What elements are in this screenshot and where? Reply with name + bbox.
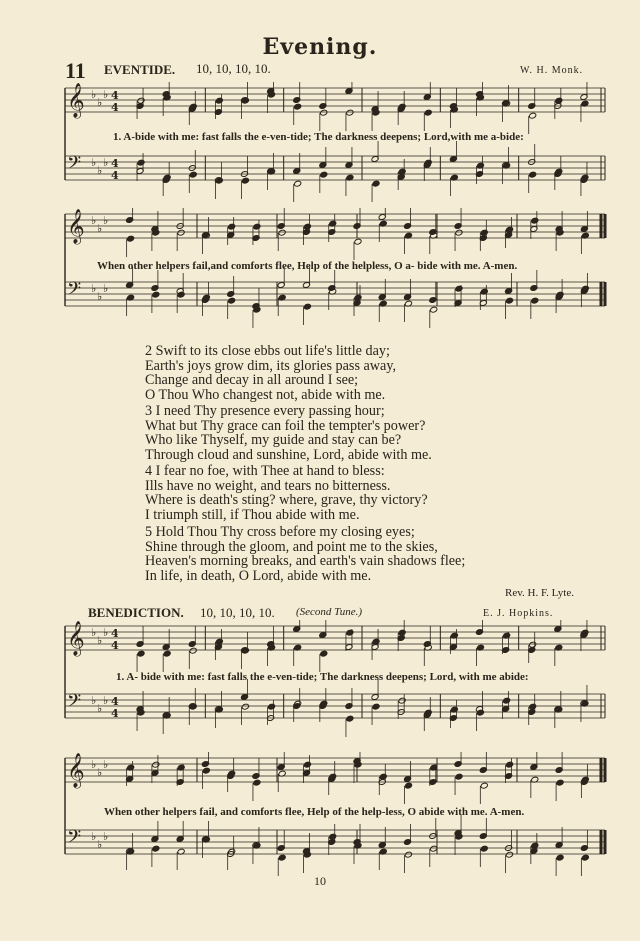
time-signature: 4 xyxy=(111,639,119,652)
note-head xyxy=(531,297,539,304)
time-signature: 4 xyxy=(111,101,119,114)
time-signature: 4 xyxy=(111,89,119,102)
bass-clef: 𝄢 xyxy=(67,691,82,716)
note-head xyxy=(503,697,511,704)
stanza-line: Shine through the gloom, and point me to the skies, xyxy=(145,538,438,555)
note-head xyxy=(346,109,354,116)
flat-sign: ♭ xyxy=(103,694,109,707)
stanza-line: 5 Hold Thou Thy cross before my closing eyes; xyxy=(145,524,415,540)
note-head xyxy=(372,180,380,187)
flat-sign: ♭ xyxy=(97,702,103,715)
flat-sign: ♭ xyxy=(103,830,109,843)
bass-clef: 𝄢 xyxy=(67,153,82,178)
note-head xyxy=(506,851,514,858)
note-head xyxy=(506,761,514,768)
treble-clef: 𝄞 xyxy=(67,753,85,788)
tune-name: BENEDICTION. xyxy=(88,605,184,620)
note-head xyxy=(228,297,236,304)
stanza xyxy=(145,464,545,522)
note-head xyxy=(455,285,463,292)
note-head xyxy=(137,159,145,166)
flat-sign: ♭ xyxy=(103,758,109,771)
flat-sign: ♭ xyxy=(97,838,103,851)
note-head xyxy=(294,180,302,187)
note-head xyxy=(303,303,311,310)
author-credit: Rev. H. F. Lyte. xyxy=(505,587,574,599)
meter: 10, 10, 10, 10. xyxy=(196,61,271,76)
flat-sign: ♭ xyxy=(91,694,97,707)
stanza-line: Earth's joys grow dim, its glories pass away, xyxy=(145,357,397,374)
tune-note: (Second Tune.) xyxy=(296,606,362,618)
flat-sign: ♭ xyxy=(91,214,97,227)
note-head xyxy=(152,845,160,852)
note-head xyxy=(372,703,380,710)
stanza-line: 4 I fear no foe, with Thee at hand to bless: xyxy=(145,463,385,479)
note-head xyxy=(228,223,236,230)
stanza xyxy=(145,344,545,402)
note-head xyxy=(215,97,223,104)
note-head xyxy=(581,854,589,861)
note-head xyxy=(278,229,286,236)
lyric-line: When other helpers fail, and comforts flee, Help of the help-less, O abide with me. A-men. xyxy=(104,806,525,818)
note-head xyxy=(189,171,197,178)
flat-sign: ♭ xyxy=(97,164,103,177)
note-head xyxy=(531,217,539,224)
flat-sign: ♭ xyxy=(91,282,97,295)
flat-sign: ♭ xyxy=(97,634,103,647)
note-head xyxy=(556,779,564,786)
time-signature: 4 xyxy=(111,157,119,170)
note-head xyxy=(424,109,432,116)
flat-sign: ♭ xyxy=(103,88,109,101)
note-head xyxy=(346,715,354,722)
stanza-line: What but Thy grace can foil the tempter's power? xyxy=(145,417,426,434)
note-head xyxy=(329,833,337,840)
hymn-header xyxy=(65,58,86,84)
note-head xyxy=(480,229,488,236)
note-head xyxy=(253,779,261,786)
note-head xyxy=(555,97,563,104)
note-head xyxy=(137,650,145,657)
note-head xyxy=(202,767,210,774)
stanza-line: In life, in death, O Lord, abide with me. xyxy=(145,567,372,584)
note-head xyxy=(529,171,537,178)
flat-sign: ♭ xyxy=(97,96,103,109)
tune-name: EVENTIDE. xyxy=(104,62,176,77)
music-system xyxy=(0,208,640,343)
note-head xyxy=(476,709,484,716)
treble-clef: 𝄞 xyxy=(67,621,85,656)
music-system xyxy=(0,620,640,750)
note-head xyxy=(455,773,463,780)
flat-sign: ♭ xyxy=(91,830,97,843)
flat-sign: ♭ xyxy=(103,626,109,639)
note-head xyxy=(398,629,406,636)
note-head xyxy=(189,647,197,654)
note-head xyxy=(127,235,135,242)
stanza-line: Who like Thyself, my guide and stay can be? xyxy=(145,432,402,449)
note-head xyxy=(177,291,185,298)
music-system xyxy=(0,82,640,212)
flat-sign: ♭ xyxy=(97,290,103,303)
note-head xyxy=(253,223,261,230)
note-head xyxy=(506,297,514,304)
note-head xyxy=(480,845,488,852)
lyric-line: When other helpers fail,and comforts flee, Help of the helpless, O a- bide with me. A-men. xyxy=(97,260,518,272)
flat-sign: ♭ xyxy=(91,156,97,169)
note-head xyxy=(379,773,387,780)
note-head xyxy=(320,650,328,657)
note-head xyxy=(354,238,362,245)
treble-clef: 𝄞 xyxy=(67,209,85,244)
note-head xyxy=(241,703,249,710)
note-head xyxy=(152,291,160,298)
note-head xyxy=(241,177,249,184)
lyric-line: 1. A- bide with me: fast falls the e-ven-tide; The darkness deepens; Lord, with me abide: xyxy=(116,671,529,683)
note-head xyxy=(404,782,412,789)
note-head xyxy=(294,103,302,110)
stanza-line: Through cloud and sunshine, Lord, abide with me. xyxy=(145,446,432,463)
note-head xyxy=(177,229,185,236)
flat-sign: ♭ xyxy=(91,758,97,771)
flat-sign: ♭ xyxy=(97,766,103,779)
hymn-number: 11 xyxy=(65,58,86,83)
note-head xyxy=(320,109,328,116)
flat-sign: ♭ xyxy=(103,156,109,169)
page-number: 10 xyxy=(314,874,326,888)
bass-clef: 𝄢 xyxy=(67,827,82,852)
stanza-line: Ills have no weight, and tears no bitterness. xyxy=(145,477,391,494)
flat-sign: ♭ xyxy=(103,214,109,227)
note-head xyxy=(303,223,311,230)
note-head xyxy=(398,697,406,704)
note-head xyxy=(455,229,463,236)
note-head xyxy=(529,641,537,648)
note-head xyxy=(346,629,354,636)
flat-sign: ♭ xyxy=(91,626,97,639)
stanza-line: Where is death's sting? where, grave, thy victory? xyxy=(145,492,428,509)
lyric-line: 1. A-bide with me: fast falls the e-ven-tide; The darkness deepens; Lord,with me a-bide: xyxy=(113,131,524,143)
note-head xyxy=(137,97,145,104)
note-head xyxy=(529,703,537,710)
note-head xyxy=(152,761,160,768)
stanza-line: Heaven's morning breaks, and earth's vain shadows flee; xyxy=(145,553,466,570)
flat-sign: ♭ xyxy=(103,282,109,295)
stanza-line: O Thou Who changest not, abide with me. xyxy=(145,386,386,403)
stanza xyxy=(145,525,545,583)
stanza-line: I triumph still, if Thou abide with me. xyxy=(145,506,360,523)
note-head xyxy=(320,171,328,178)
time-signature: 4 xyxy=(111,169,119,182)
music-system xyxy=(0,752,640,892)
page-title: Evening. xyxy=(262,34,378,60)
note-head xyxy=(303,761,311,768)
flat-sign: ♭ xyxy=(97,222,103,235)
note-head xyxy=(556,854,564,861)
time-signature: 4 xyxy=(111,695,119,708)
time-signature: 4 xyxy=(111,627,119,640)
time-signature: 4 xyxy=(111,707,119,720)
meter: 10, 10, 10, 10. xyxy=(200,605,275,620)
note-head xyxy=(529,112,537,119)
stanza-line: 2 Swift to its close ebbs out life's little day; xyxy=(145,343,390,359)
note-head xyxy=(480,782,488,789)
bass-clef: 𝄢 xyxy=(67,279,82,304)
composer: W. H. Monk. xyxy=(520,65,584,76)
treble-clef: 𝄞 xyxy=(67,83,85,118)
stanza-line: Change and decay in all around I see; xyxy=(145,372,359,389)
note-head xyxy=(163,650,171,657)
note-head xyxy=(268,703,276,710)
stanza xyxy=(145,404,545,462)
composer: E. J. Hopkins. xyxy=(483,608,554,619)
note-head xyxy=(404,851,412,858)
stanza-line: 3 I need Thy presence every passing hour; xyxy=(145,403,385,419)
note-head xyxy=(278,854,286,861)
note-head xyxy=(430,306,438,313)
flat-sign: ♭ xyxy=(91,88,97,101)
